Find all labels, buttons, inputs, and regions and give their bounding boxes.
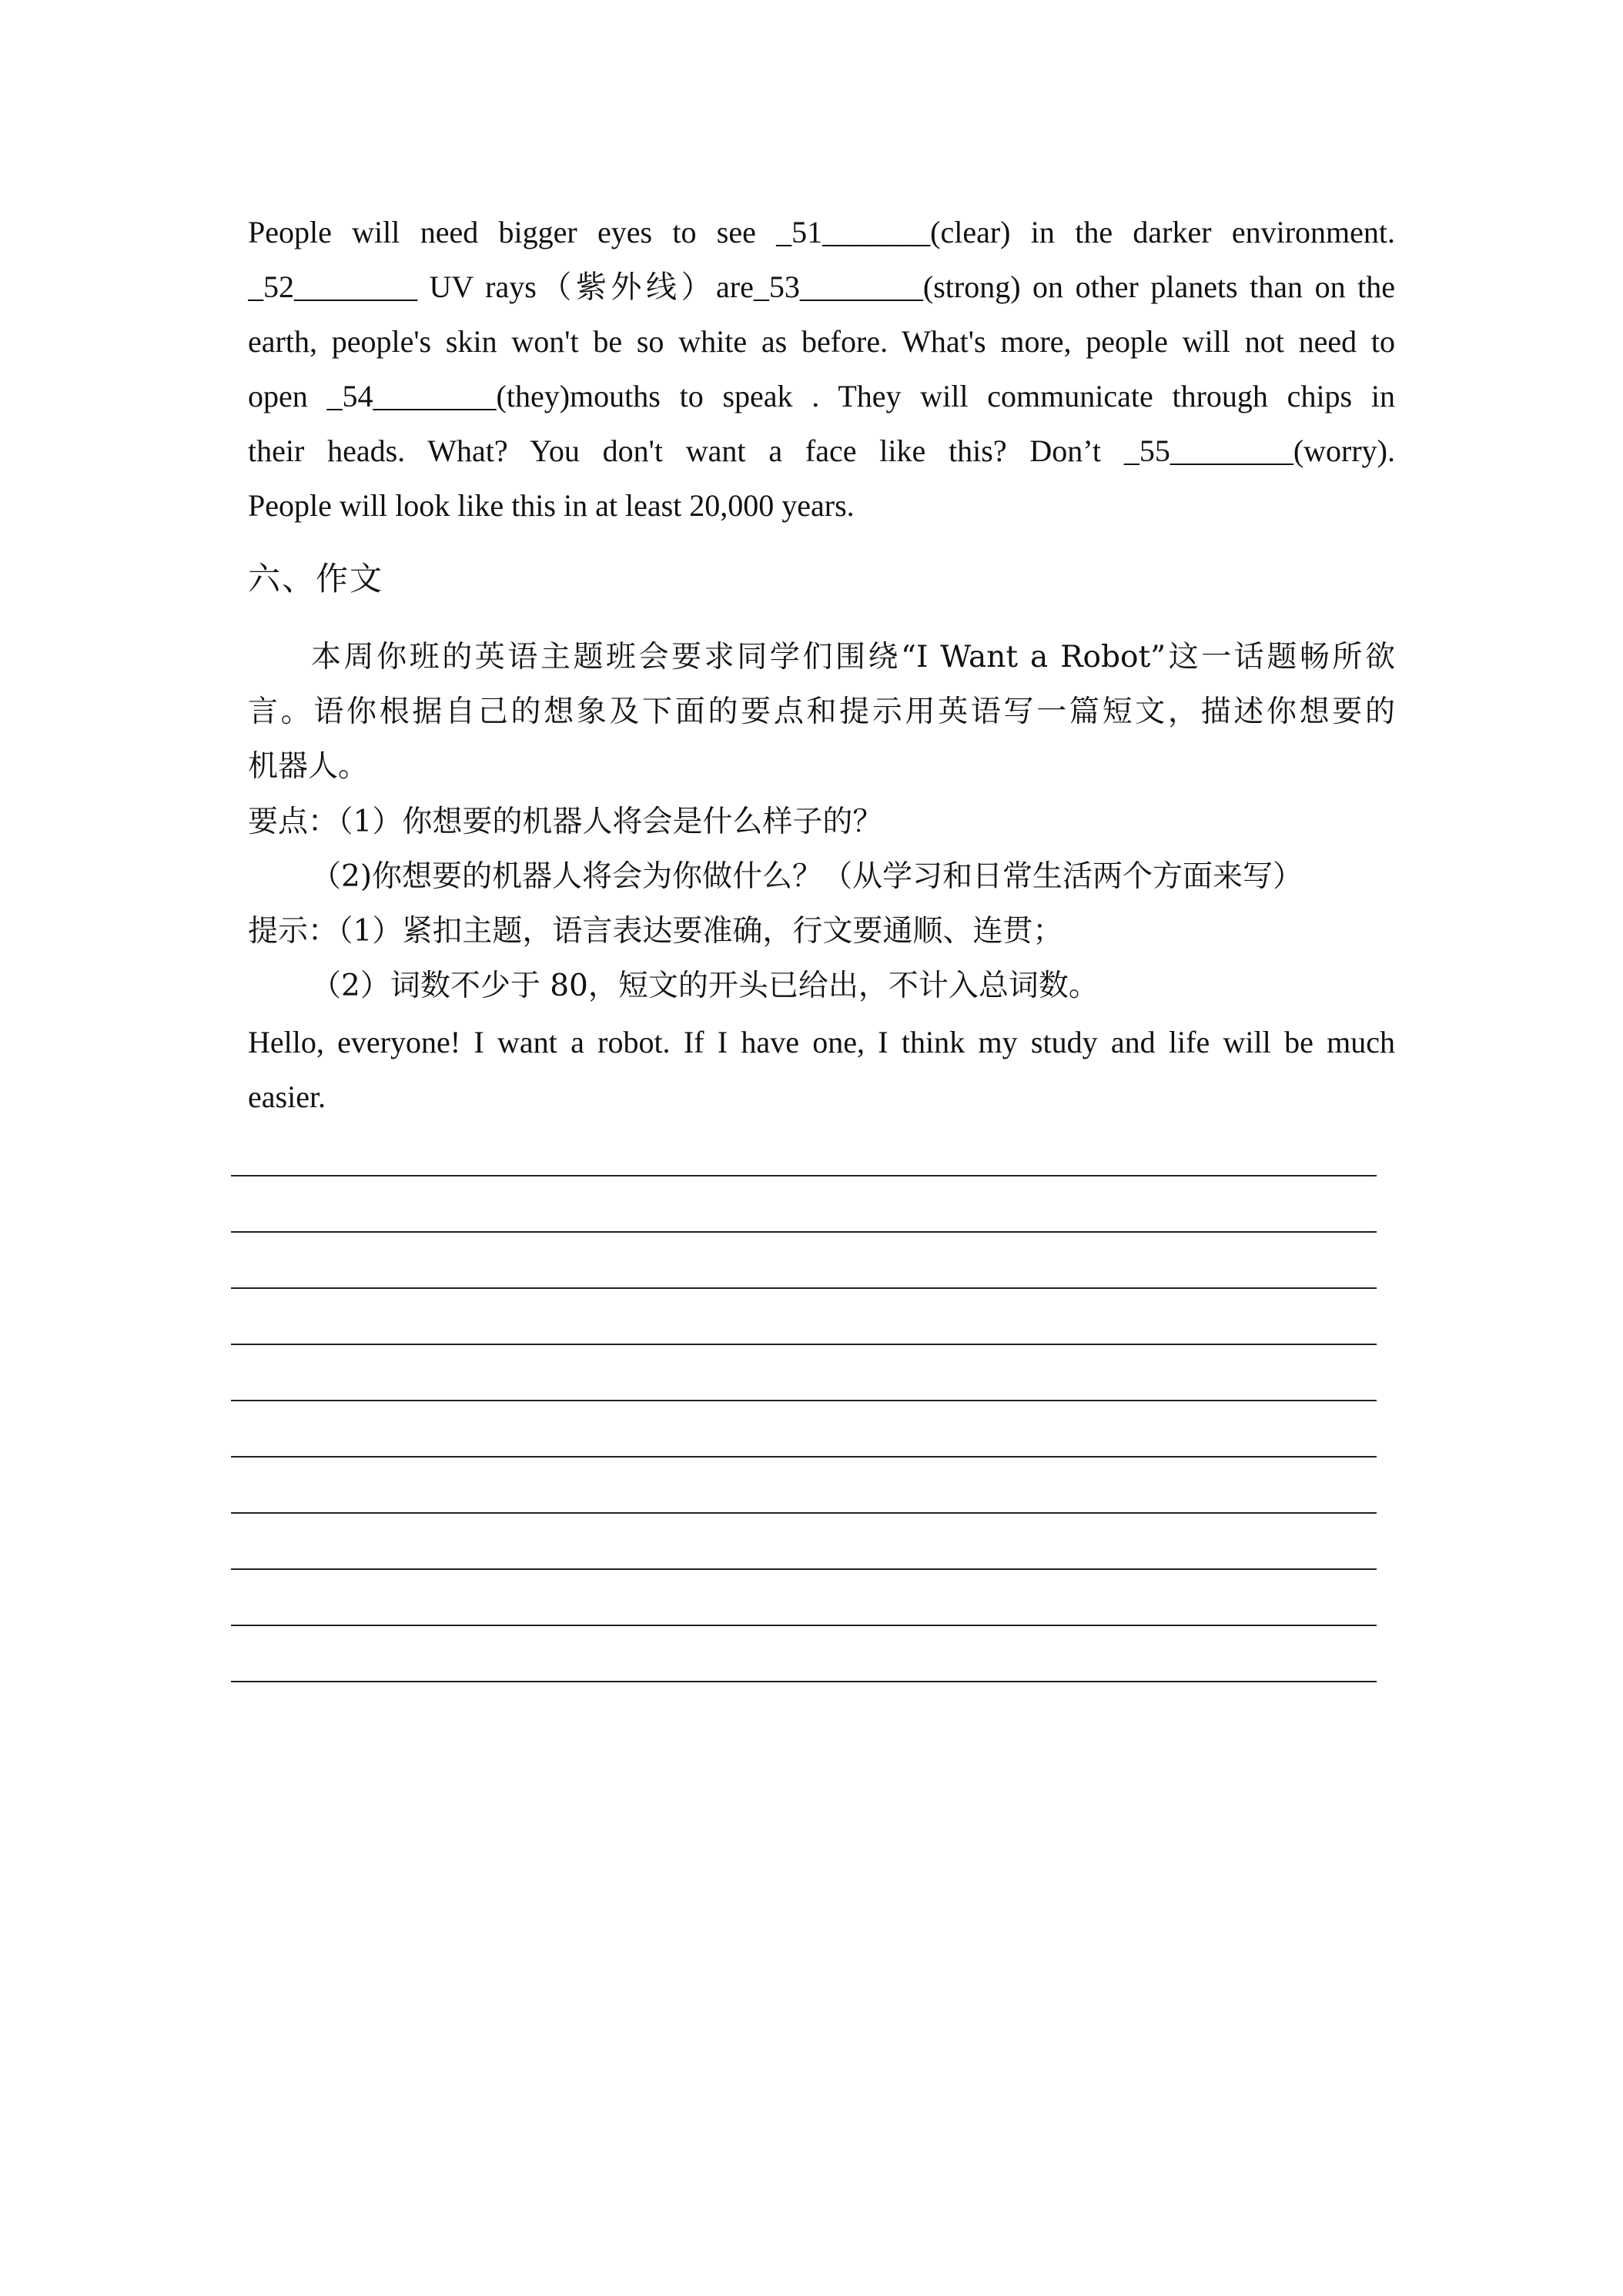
opening-line-1: Hello, everyone! I want a robot. If I have one, I think my study and life will be much bbox=[248, 1025, 1395, 1059]
writing-line[interactable] bbox=[231, 1344, 1377, 1345]
answer-writing-area[interactable] bbox=[231, 1175, 1377, 1737]
section-heading: 六、作文 bbox=[248, 560, 384, 597]
writing-line[interactable] bbox=[231, 1231, 1377, 1233]
instruction-line-2: 言。语你根据自己的想象及下面的要点和提示用英语写一篇短文，描述你想要的 bbox=[248, 694, 1395, 729]
tips-line-1 bbox=[248, 904, 1395, 959]
tip-2: （2）词数不少于 80，短文的开头已给出，不计入总词数。 bbox=[311, 969, 1099, 1003]
point-2: （2)你想要的机器人将会为你做什么？（从学习和日常生活两个方面来写） bbox=[311, 859, 1303, 894]
passage-paragraph bbox=[248, 205, 1395, 533]
writing-line[interactable] bbox=[231, 1175, 1377, 1176]
point-1: （1）你想要的机器人将会是什么样子的？ bbox=[338, 805, 883, 839]
passage-line-6: People will look like this in at least 20,000 years. bbox=[248, 488, 855, 523]
points-line-1 bbox=[248, 795, 1395, 849]
opening-line-2: easier. bbox=[248, 1079, 326, 1114]
tips-label: 提示： bbox=[248, 914, 339, 949]
passage-line-4: open _54________(they)mouths to speak . They will communicate through chips in bbox=[248, 379, 1395, 413]
writing-line[interactable] bbox=[231, 1400, 1377, 1401]
points-label: 要点： bbox=[248, 805, 339, 839]
writing-line[interactable] bbox=[231, 1456, 1377, 1458]
passage-line-2: _52________ UV rays（紫外线）are_53________(strong) on other planets than on the bbox=[248, 269, 1395, 304]
passage-line-5: their heads. What? You don't want a face like this? Don’t _55________(worry). bbox=[248, 433, 1395, 468]
passage-line-1: People will need bigger eyes to see _51_______(clear) in the darker environment. bbox=[248, 215, 1395, 249]
instruction-line-1: 本周你班的英语主题班会要求同学们围绕“I Want a Robot”这一话题畅所欲 bbox=[311, 640, 1395, 674]
essay-opening bbox=[248, 1015, 1395, 1124]
tip-1: （1）紧扣主题，语言表达要准确，行文要通顺、连贯； bbox=[338, 914, 1063, 949]
requirements-block bbox=[248, 795, 1395, 1013]
instruction-line-3: 机器人。 bbox=[248, 749, 369, 784]
writing-line[interactable] bbox=[231, 1625, 1377, 1626]
writing-line[interactable] bbox=[231, 1568, 1377, 1570]
writing-line[interactable] bbox=[231, 1512, 1377, 1514]
writing-line[interactable] bbox=[231, 1681, 1377, 1682]
writing-line[interactable] bbox=[231, 1287, 1377, 1289]
instructions-paragraph bbox=[248, 630, 1395, 794]
passage-line-3: earth, people's skin won't be so white as before. What's more, people will not need to bbox=[248, 324, 1395, 359]
